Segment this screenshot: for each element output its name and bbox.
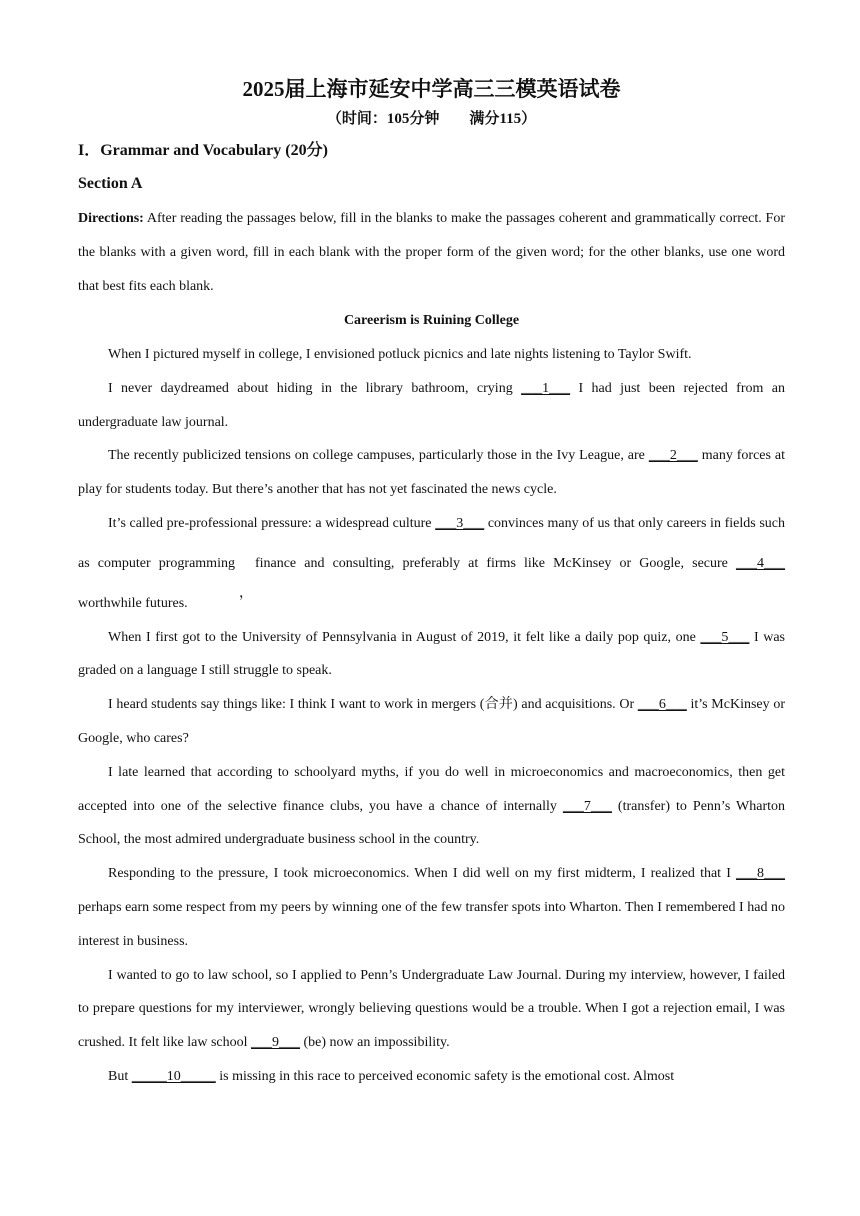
- passage-title: Careerism is Ruining College: [343, 313, 520, 328]
- blank-1[interactable]: ___1___: [521, 380, 571, 396]
- blank-10[interactable]: _____10_____: [131, 1068, 216, 1084]
- text-span: When I first got to the University of Pennsylvania in August of 2019, it felt like a daily pop quiz, one: [108, 629, 701, 645]
- text-span: I wanted to go to law school, so I applied to Penn’s Undergraduate Law Journal. During my interview, however, I failed to prepare questions for my interviewer, wrongly believing questions would be a trouble. When I got a rejection email, I was crushed. It felt like law school: [78, 967, 785, 1051]
- comma-glyph: ，: [238, 585, 253, 601]
- directions: [78, 202, 785, 304]
- paragraph-7: [78, 756, 785, 857]
- directions-text: After reading the passages below, fill in the blanks to make the passages coherent and grammatically correct. For the blanks with a given word, fill in each blank with the proper form of the given word; for the other blanks, use one word that best fits each blank.: [78, 211, 785, 294]
- text-span: It’s called pre-professional pressure: a widespread culture: [108, 515, 436, 531]
- text-span: (transfer) to Penn’s Wharton School, the most admired undergraduate business school in the country.: [78, 798, 786, 848]
- section-heading: Section A: [78, 175, 143, 192]
- part-heading: I．Grammar and Vocabulary (20分): [78, 142, 328, 159]
- text-span: (be) now an impossibility.: [300, 1035, 450, 1051]
- blank-2[interactable]: ___2___: [648, 448, 698, 464]
- blank-5[interactable]: ___5___: [700, 629, 750, 645]
- exam-title: 2025届上海市延安中学高三三模英语试卷: [242, 77, 621, 101]
- exam-subtitle: （时间：105分钟 满分115）: [326, 111, 537, 127]
- text-span: it’s McKinsey or Google, who cares?: [78, 697, 785, 746]
- text-span: is missing in this race to perceived economic safety is the emotional cost. Almost: [215, 1068, 675, 1084]
- blank-9[interactable]: ___9___: [251, 1035, 301, 1051]
- text-span: many forces at play for students today. But there’s another that has not yet fascinated the news cycle.: [78, 448, 785, 498]
- text-span: I late learned that according to schoolyard myths, if you do well in microeconomics and macroeconomics, then get accepted into one of the selective finance clubs, you have a chance of internally: [78, 764, 785, 814]
- text-span: I heard students say things like: I think I want to work in mergers (合并) and acquisitions. Or: [108, 697, 638, 713]
- text-span: Responding to the pressure, I took microeconomics. When I did well on my first midterm, I realized that I: [108, 866, 736, 882]
- blank-7[interactable]: ___7___: [562, 798, 612, 814]
- text-span: worthwhile futures.: [78, 595, 188, 611]
- text-span: finance and consulting, preferably at firms like McKinsey or Google, secure: [254, 555, 736, 571]
- paragraph-5: [78, 621, 785, 689]
- paragraph-6: [78, 688, 785, 756]
- directions-label: Directions:: [78, 211, 144, 226]
- text-span: I never daydreamed about hiding in the library bathroom, crying: [108, 380, 522, 396]
- blank-8[interactable]: ___8___: [736, 866, 785, 882]
- blank-4[interactable]: ___4___: [736, 555, 785, 571]
- paragraph-9: [78, 959, 785, 1060]
- text-span: But: [108, 1068, 132, 1084]
- blank-6[interactable]: ___6___: [637, 697, 687, 713]
- paragraph-8: [78, 857, 785, 958]
- text-span: perhaps earn some respect from my peers by winning one of the few transfer spots into Wharton. Then I remembered I had no interest in business.: [78, 899, 785, 949]
- text-span: I was graded on a language I still struggle to speak.: [78, 629, 786, 679]
- paragraph-3: [78, 439, 785, 507]
- paragraph-10: [78, 1060, 785, 1094]
- paragraph-1: When I pictured myself in college, I envisioned potluck picnics and late nights listening to Taylor Swift.: [108, 347, 692, 362]
- document-page: [78, 72, 785, 1094]
- blank-3[interactable]: ___3___: [435, 515, 485, 531]
- paragraph-2: [78, 372, 785, 440]
- paragraph-4: [78, 507, 785, 621]
- text-span: convinces many of us that only careers in fields such as computer programming: [78, 515, 786, 571]
- text-span: I had just been rejected from an undergraduate law journal.: [78, 380, 785, 430]
- text-span: The recently publicized tensions on college campuses, particularly those in the Ivy League, are: [108, 448, 649, 464]
